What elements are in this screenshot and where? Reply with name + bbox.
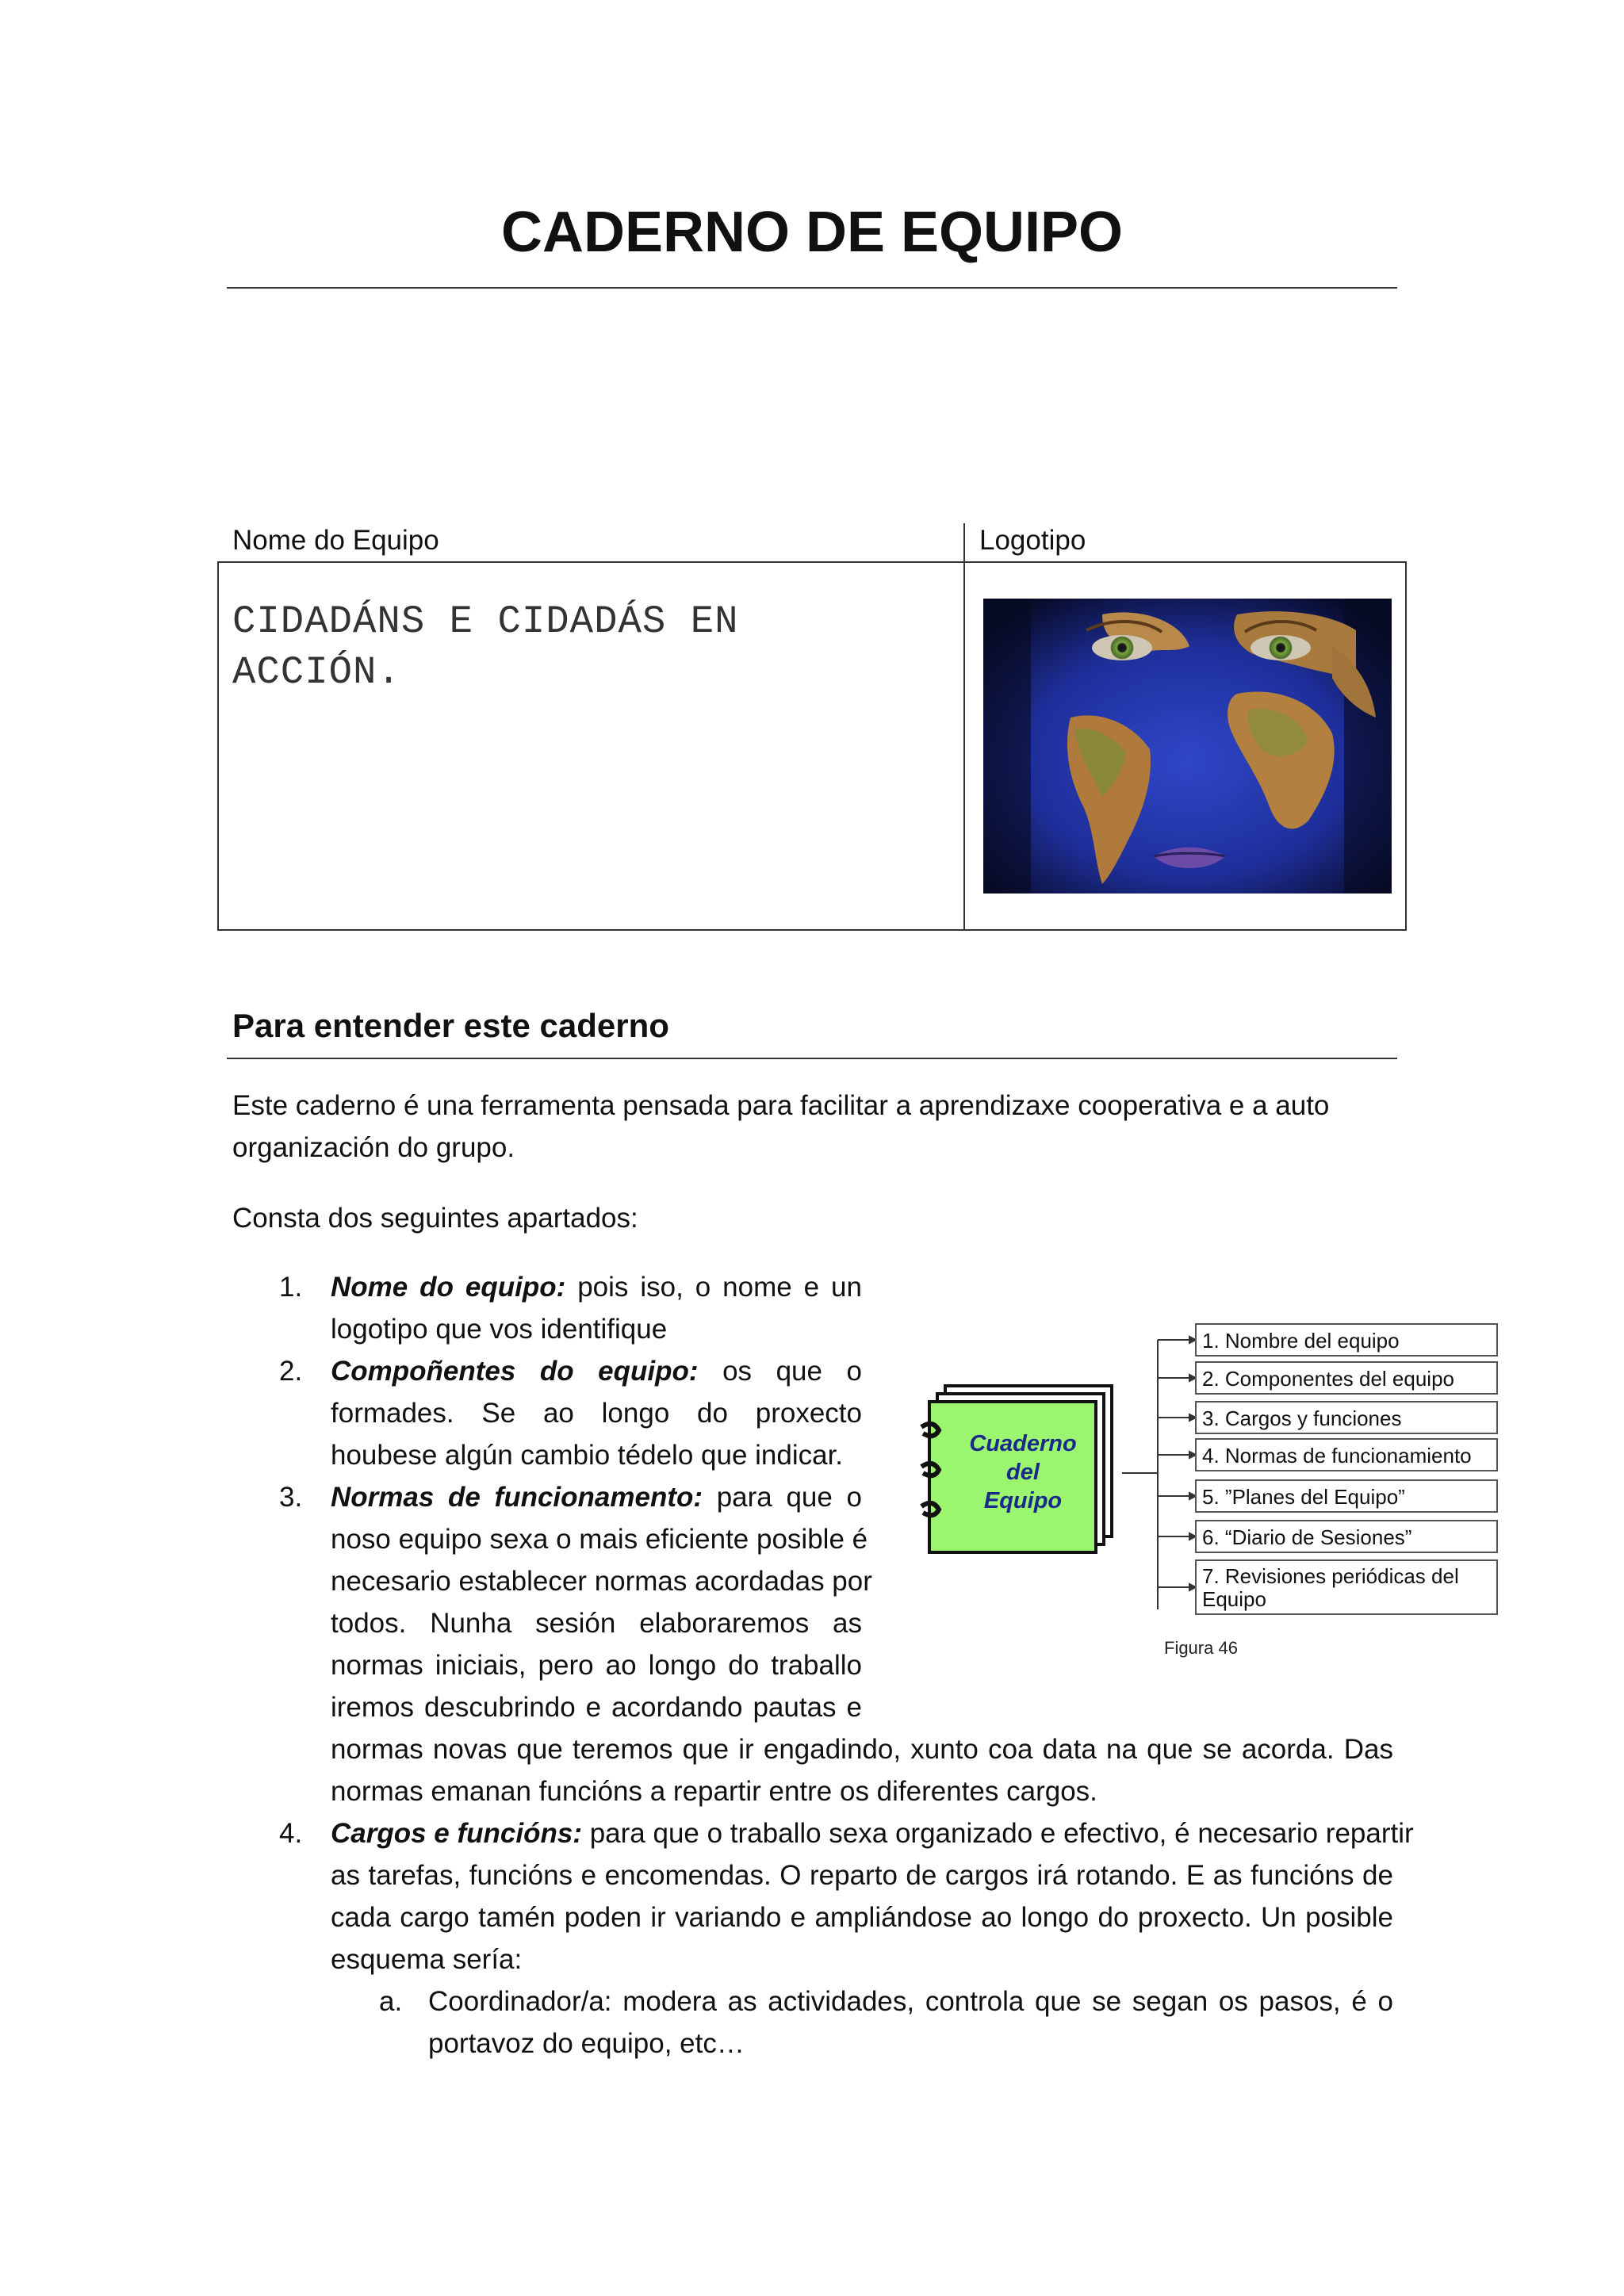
intro-line: Este caderno é una ferramenta pensada para facilitar a aprendizaxe cooperativa e a auto (232, 1090, 1330, 1121)
connector-arrows (1158, 1337, 1196, 1590)
list-item-text: para que o traballo sexa organizado e efectivo, é necesario repartir (581, 1818, 1414, 1849)
list-item-text: normas iniciais, pero ao longo do traballo (331, 1650, 862, 1681)
list-item-text: os que o (698, 1356, 862, 1387)
list-item (331, 1266, 862, 1350)
list-item-text: cada cargo tamén poden ir variando e ampliándose ao longo do proxecto. Un posible (331, 1902, 1393, 1933)
list-item-text: houbese algún cambio tédelo que indicar. (331, 1440, 844, 1471)
list-item-title: Cargos e funcións: (331, 1818, 582, 1849)
sublist-item-text: portavoz do equipo, etc… (428, 2028, 745, 2059)
sublist-letter: a. (379, 1986, 403, 2017)
list-number: 4. (279, 1818, 303, 1849)
list-item-continued (331, 1728, 1393, 1812)
section-heading: Para entender este caderno (232, 1007, 669, 1044)
list-item-text: noso equipo sexa o mais eficiente posible é (331, 1524, 868, 1555)
page-title: CADERNO DE EQUIPO (500, 201, 1124, 264)
diagram-item-label: 7. Revisiones periódicas del (1202, 1564, 1459, 1588)
list-item-text: logotipo que vos identifique (331, 1314, 668, 1345)
notebook-structure-diagram (920, 1316, 1507, 1665)
team-name-value: CIDADÁNS E CIDADÁS EN ACCIÓN. (232, 599, 739, 695)
intro-paragraph (232, 1085, 1398, 1169)
diagram-item-label: 3. Cargos y funciones (1202, 1406, 1402, 1430)
title-divider (227, 287, 1397, 289)
team-name-label: Nome do Equipo (232, 525, 439, 556)
notebook-label: Cuaderno (969, 1431, 1077, 1456)
notebook-label: del (1006, 1460, 1040, 1485)
table-column-divider (963, 523, 965, 563)
list-item-text: normas novas que teremos que ir engadindo, xunto coa data na que se acorda. Das (331, 1734, 1393, 1765)
list-item-text: necesario establecer normas acordadas por (331, 1566, 872, 1597)
list-item-text: iremos descubrindo e acordando pautas e (331, 1692, 862, 1723)
section-divider (227, 1058, 1397, 1059)
diagram-item-label: 5. ”Planes del Equipo” (1202, 1485, 1405, 1509)
diagram-item-label: 6. “Diario de Sesiones” (1202, 1525, 1412, 1549)
sublist-item (428, 1980, 1393, 2064)
logo-label: Logotipo (979, 525, 1086, 556)
list-item-title: Normas de funcionamento: (331, 1482, 703, 1513)
sublist-item-text: Coordinador/a: modera as actividades, controla que se segan os pasos, é o (428, 1986, 1393, 2017)
list-item (331, 1476, 872, 1728)
diagram-item-label: 1. Nombre del equipo (1202, 1329, 1400, 1353)
list-item-text: para que o (703, 1482, 862, 1513)
team-logo-image (983, 599, 1392, 894)
list-item-text: esquema sería: (331, 1944, 523, 1975)
list-item-text: as tarefas, funcións e encomendas. O reparto de cargos irá rotando. E as funcións de (331, 1860, 1393, 1891)
list-item-title: Nome do equipo: (331, 1272, 566, 1303)
list-number: 2. (279, 1356, 303, 1387)
list-number: 1. (279, 1272, 303, 1303)
list-item (331, 1350, 862, 1476)
list-number: 3. (279, 1482, 303, 1513)
diagram-item-label: 4. Normas de funcionamiento (1202, 1444, 1472, 1468)
list-item-text: todos. Nunha sesión elaboraremos as (331, 1608, 862, 1639)
diagram-item-label: 2. Componentes del equipo (1202, 1367, 1455, 1391)
intro-line: organización do grupo. (232, 1132, 515, 1163)
figure-caption: Figura 46 (1164, 1638, 1238, 1658)
list-item-text: normas emanan funcións a repartir entre os diferentes cargos. (331, 1776, 1097, 1807)
list-item-text: pois iso, o nome e un (565, 1272, 862, 1303)
list-item-text: formades. Se ao longo do proxecto (331, 1398, 862, 1429)
notebook-label: Equipo (983, 1488, 1063, 1513)
sections-intro: Consta dos seguintes apartados: (232, 1203, 638, 1234)
table-column-divider (963, 561, 965, 931)
list-item (331, 1812, 1414, 1980)
diagram-item-label: Equipo (1202, 1587, 1266, 1611)
list-item-title: Compoñentes do equipo: (331, 1356, 699, 1387)
